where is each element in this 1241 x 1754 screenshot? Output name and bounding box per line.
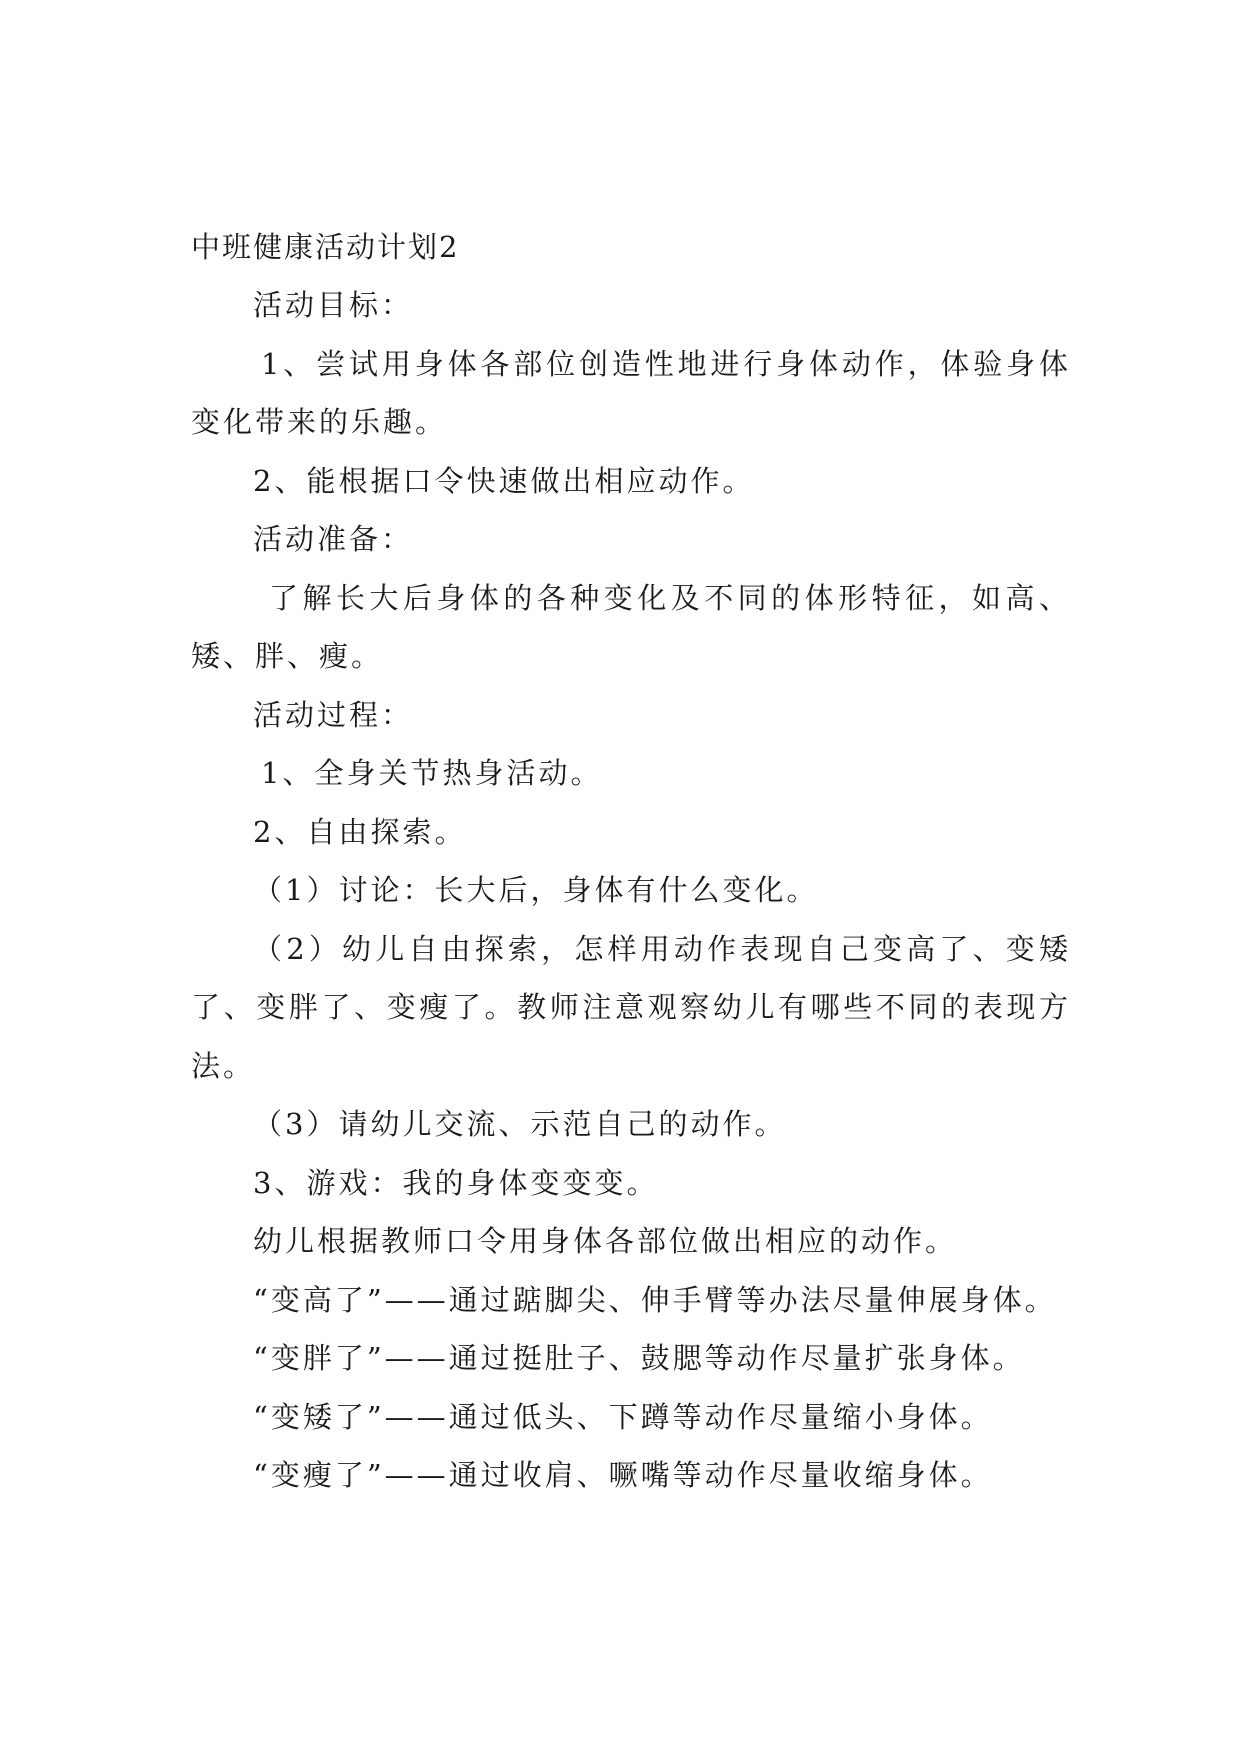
action-taller: “变高了”——通过踮脚尖、伸手臂等办法尽量伸展身体。 (253, 1282, 1057, 1317)
process-substep-2: （2）幼儿自由探索，怎样用动作表现自己变高了、变矮了、变胖了、变瘦了。教师注意观察幼儿有哪些不同的表现方法。 (191, 931, 1071, 1083)
process-substep-3: （3）请幼儿交流、示范自己的动作。 (253, 1107, 787, 1141)
process-step-1: 1、全身关节热身活动。 (261, 756, 603, 790)
process-step-2: 2、自由探索。 (253, 814, 467, 849)
section-heading-goals: 活动目标： (253, 288, 414, 322)
action-fatter: “变胖了”——通过挺肚子、鼓腮等动作尽量扩张身体。 (253, 1341, 1025, 1375)
action-shorter: “变矮了”——通过低头、下蹲等动作尽量缩小身体。 (253, 1399, 993, 1434)
game-instruction: 幼儿根据教师口令用身体各部位做出相应的动作。 (253, 1224, 958, 1258)
document-title: 中班健康活动计划2 (191, 230, 460, 264)
process-substep-1: （1）讨论：长大后，身体有什么变化。 (253, 873, 819, 907)
goal-item-1: 1、尝试用身体各部位创造性地进行身体动作，体验身体变化带来的乐趣。 (191, 346, 1071, 439)
section-heading-preparation: 活动准备： (253, 522, 414, 556)
section-heading-process: 活动过程： (253, 697, 414, 732)
process-step-3: 3、游戏：我的身体变变变。 (253, 1165, 659, 1200)
document-body (191, 218, 1071, 1505)
action-thinner: “变瘦了”——通过收肩、噘嘴等动作尽量收缩身体。 (253, 1458, 993, 1492)
preparation-text: 了解长大后身体的各种变化及不同的体形特征，如高、矮、胖、瘦。 (191, 580, 1071, 673)
goal-item-2: 2、能根据口令快速做出相应动作。 (253, 463, 755, 498)
